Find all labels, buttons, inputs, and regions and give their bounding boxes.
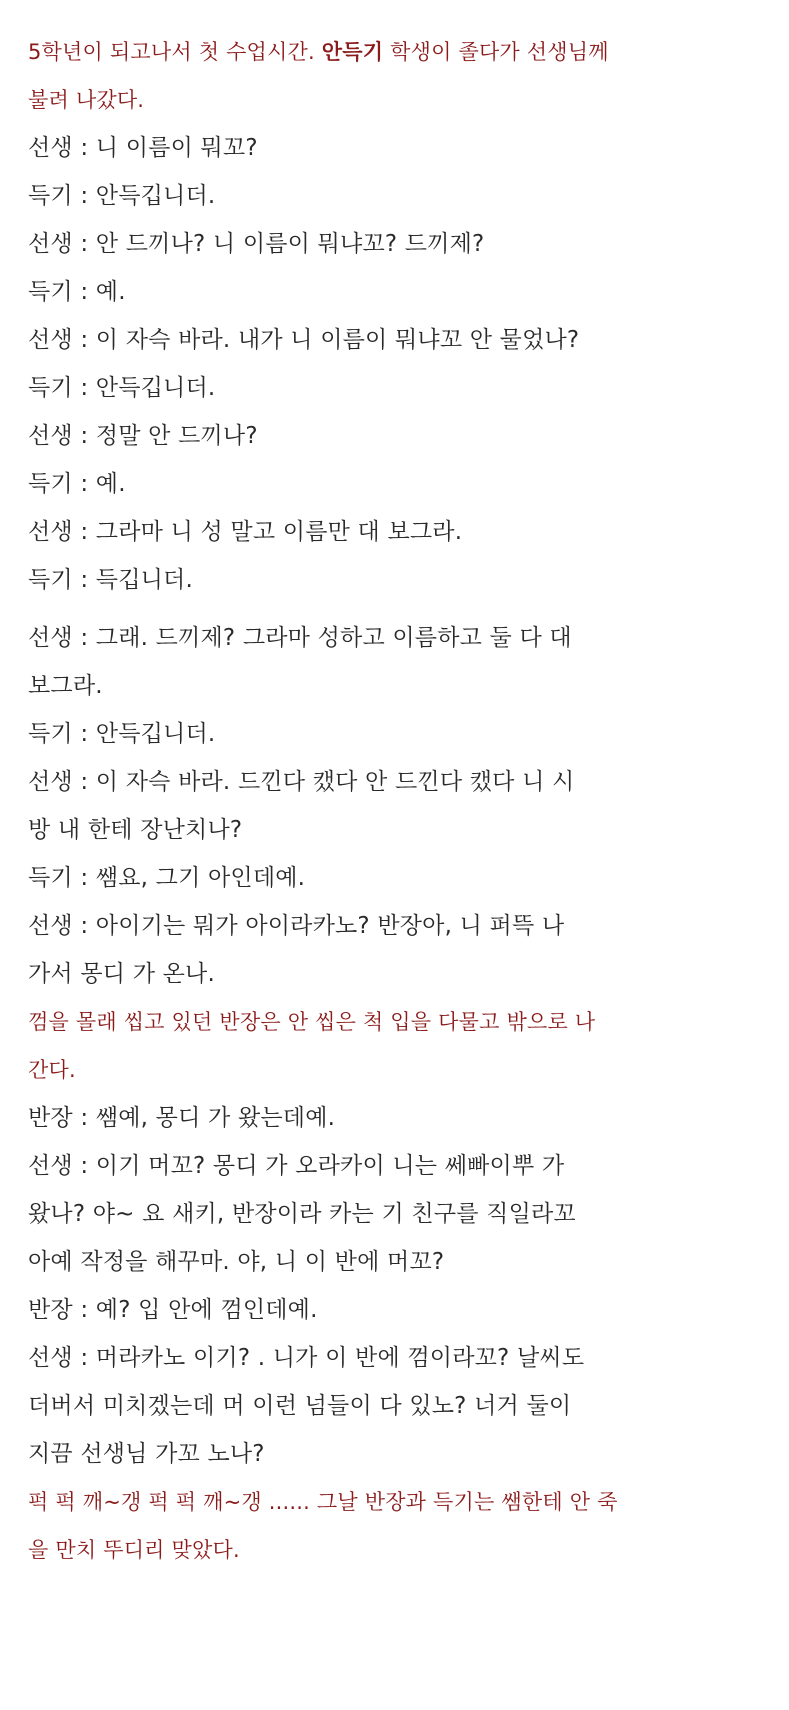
dialog-line: 득기 : 예. <box>28 471 126 497</box>
dialog-line: 선생 : 아이기는 뭐가 아이라카노? 반장아, 니 퍼뜩 나 <box>28 913 565 939</box>
dialog-line: 선생 : 안 드끼나? 니 이름이 뭐냐꼬? 드끼제? <box>28 231 485 257</box>
dialog-line: 득기 : 안득깁니더. <box>28 375 216 401</box>
dialog-line: 득기 : 쌤요, 그기 아인데예. <box>28 865 306 891</box>
dialog-line: 선생 : 이 자슥 바라. 드낀다 캤다 안 드낀다 캤다 니 시 <box>28 769 575 795</box>
story-document <box>28 28 768 1574</box>
dialog-line: 득기 : 안득깁니더. <box>28 183 216 209</box>
dialog-line: 선생 : 그래. 드끼제? 그라마 성하고 이름하고 둘 다 대 <box>28 625 572 651</box>
dialog-line: 왔나? 야~ 요 새키, 반장이라 카는 기 친구를 직일라꼬 <box>28 1201 576 1227</box>
dialog-line: 선생 : 정말 안 드끼나? <box>28 423 258 449</box>
narration-line <box>28 28 768 76</box>
dialog-line: 득기 : 안득깁니더. <box>28 721 216 747</box>
dialog-line: 보그라. <box>28 673 103 699</box>
dialog-line: 선생 : 그라마 니 성 말고 이름만 대 보그라. <box>28 519 463 545</box>
dialog-line: 방 내 한테 장난치나? <box>28 817 243 843</box>
dialog-line: 선생 : 머라카노 이기? . 니가 이 반에 껌이라꼬? 날씨도 <box>28 1345 585 1371</box>
dialog-line: 아예 작정을 해꾸마. 야, 니 이 반에 머꼬? <box>28 1249 445 1275</box>
dialog-line: 지끔 선생님 가꼬 노나? <box>28 1441 265 1467</box>
narration-line: 불려 나갔다. <box>28 88 145 112</box>
narration-line: 껌을 몰래 씹고 있던 반장은 안 씹은 척 입을 다물고 밖으로 나 <box>28 1010 596 1034</box>
dialog-line: 선생 : 니 이름이 뭐꼬? <box>28 135 258 161</box>
dialog-line: 더버서 미치겠는데 머 이런 넘들이 다 있노? 너거 둘이 <box>28 1393 572 1419</box>
dialog-line: 반장 : 쌤예, 몽디 가 왔는데예. <box>28 1105 336 1131</box>
narration-line: 퍽 퍽 깨~갱 퍽 퍽 깨~갱 ...... 그날 반장과 득기는 쌤한테 안 죽 <box>28 1490 618 1514</box>
dialog-line: 반장 : 예? 입 안에 껌인데예. <box>28 1297 318 1323</box>
narration-line: 을 만치 뚜디리 맞았다. <box>28 1538 240 1562</box>
dialog-line: 득기 : 예. <box>28 279 126 305</box>
narration-text: 학생이 졸다가 선생님께 <box>383 40 609 64</box>
dialog-line: 득기 : 득깁니더. <box>28 567 193 593</box>
dialog-line: 가서 몽디 가 온나. <box>28 961 215 987</box>
dialog-line: 선생 : 이 자슥 바라. 내가 니 이름이 뭐냐꼬 안 물었나? <box>28 327 580 353</box>
student-name-emphasis: 안득기 <box>321 40 384 64</box>
dialog-line: 선생 : 이기 머꼬? 몽디 가 오라카이 니는 쎄빠이뿌 가 <box>28 1153 565 1179</box>
narration-text: 5학년이 되고나서 첫 수업시간. <box>28 40 322 64</box>
narration-line: 간다. <box>28 1058 76 1082</box>
